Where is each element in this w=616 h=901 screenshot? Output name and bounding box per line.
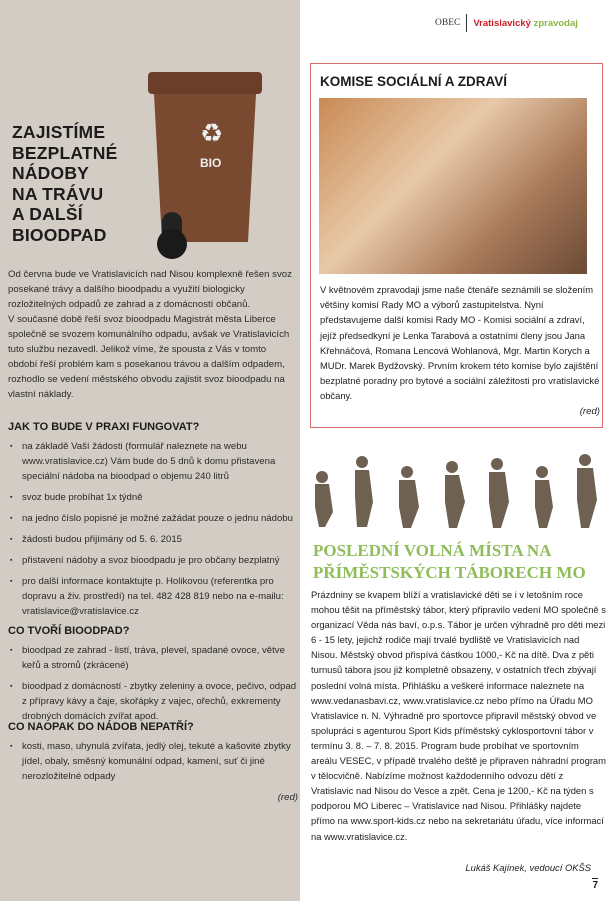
- bioodpad-article: [0, 0, 300, 901]
- children-silhouettes-image: [307, 452, 607, 532]
- section-how: [8, 420, 298, 625]
- section-title: JAK TO BUDE V PRAXI FUNGOVAT?: [8, 421, 200, 433]
- section-not: [8, 720, 298, 805]
- headline-line: NA TRÁVU: [12, 183, 104, 204]
- list-item: ▪ svoz bude probíhat 1x týdně: [8, 490, 298, 505]
- tabory-text: Prázdniny se kvapem blíží a vratislavické děti se i v letošním roce mohou těšit na příměstský tábor, který připravilo vedení MO společně s organizací Věda nás baví, o.p.s. Tábor je určen výhradně pro děti mezi 6 - 15 lety, jejichž rodiče mají trvalé bydliště ve Vratislavicích nad Nisou. Městský obvod přispívá částkou 1000,- Kč na dítě. Dva z pěti turnusů tábora jsou již kompletně obsazeny, v ostatních třech zbývají poslední volná místa. Přihlášku a veškeré informace naleznete na www.vedanasbavi.cz, www.vratislavice.cz nebo přímo na Úřadu MO Vratislavice n. N. Výhradně pro sportovce připravil městský obvod ve spolupráci s agenturou Sport Kids příměstský cyklosportovní tábor v termínu 3. 8. – 7. 8. 2015. Program bude probíhat ve sportovním areálu VESEC, v případě trvalého deště je připraven náhradní program v tělocvičně. Nabízíme možnost každodenního odvozu dětí z Vratislavic nad Nisou do Vesce a zpět. Cena je 1200,- Kč na týden s podporou MO Liberec – Vratislavice nad Nisou. Přihlášky najdete přímo na www.sport-kids.cz nebo na sekretariátu úřadu, více informací na www.vratislavice.cz.: [311, 589, 606, 842]
- paragraph: V současné době řeší svoz bioodpadu Magistrát města Liberce společně se svozem komunálního odpadu, avšak ve Vratislavicích tuto službu nezavedl. Jelikož víme, že spousta z Vás v tomto období řeší problém kam s posekanou trávou a dalším odpadem, rozhodlo se vedení městského obvodu zajistit svoz bioodpadu na vlastní náklady.: [8, 314, 290, 400]
- title-line: POSLEDNÍ VOLNÁ MÍSTA NA: [313, 541, 552, 560]
- list-item: ▪ pro další informace kontaktujte p. Holikovou (referentka pro dopravu a živ. prostředí) na tel. 482 428 819 nebo na e-mailu: vratislavice@vratislavice.cz: [8, 574, 298, 619]
- brown-bio-bin-image: [140, 62, 270, 262]
- masthead-obec: OBEC: [435, 18, 461, 28]
- section-title: CO TVOŘÍ BIOODPAD?: [8, 625, 130, 637]
- article-text: [320, 282, 600, 419]
- paragraph: Od června bude ve Vratislavicích nad Nisou komplexně řešen svoz posekané trávy a dalšího bioodpadu a využití biologicky rozložitelných odpadů ze zahrad a z domácností občanů.: [8, 269, 292, 310]
- headline-line: NÁDOBY: [12, 163, 90, 183]
- section-what: [8, 624, 298, 730]
- list-item: ▪ na základě Vaší žádosti (formulář naleznete na webu www.vratislavice.cz) Vám bude do 5 dnů k domu přistavena speciální nádoba na bioodpad o objemu 240 litrů: [8, 439, 298, 484]
- list-item: ▪ kosti, maso, uhynulá zvířata, jedlý olej, tekuté a kašovité zbytky jídel, obaly, směsný komunální odpad, kamení, suť či jiné nerozložitelné odpady: [8, 739, 298, 784]
- signature: (red): [579, 405, 600, 417]
- headline: [12, 122, 118, 245]
- section-title: CO NAOPAK DO NÁDOB NEPATŘÍ?: [8, 721, 194, 733]
- komise-article: [310, 63, 603, 428]
- headline-line: ZAJISTÍME: [12, 122, 106, 142]
- headline-line: A DALŠÍ: [12, 204, 83, 224]
- headline-line: BIOODPAD: [12, 224, 107, 245]
- intro-text: [8, 267, 298, 402]
- title-line: PŘÍMĚSTSKÝCH TÁBORECH MO: [313, 563, 586, 582]
- masthead-title-red: Vratislavický: [473, 17, 531, 29]
- tabory-title: [313, 540, 586, 584]
- family-photo: [319, 98, 587, 274]
- list-item: ▪ žádosti budou přijímány od 5. 6. 2015: [8, 532, 298, 547]
- masthead-title-green: zpravodaj: [533, 17, 578, 29]
- paragraph: V květnovém zpravodaji jsme naše čtenáře seznámili se složením většiny komisí Rady MO a výborů zastupitelstva. Nyní představujeme další komisi Rady MO - Komisi sociální a zdraví, jejíž předsedkyní je Lenka Tarabová a ostatními členy jsou Jana Křehnáčová, Romana Lencová Wohlanová, Mgr. Martin Korych a MUDr. Marek Bydžovský. Prvním krokem této komise bylo zajištění bezplatné poradny pro bytové a sociální záležitosti pro vratislavické občany.: [320, 284, 600, 402]
- page-number: 7: [592, 880, 598, 891]
- author: Lukáš Kajínek, vedoucí OKŠS: [465, 862, 591, 873]
- masthead: [435, 14, 578, 32]
- list-item: ▪ bioodpad z domácností - zbytky zeleniny a ovoce, pečivo, odpad z přípravy kávy a čaje, skořápky z vajec, ořechů, exkrementy drobných domácích zvířat apod.: [8, 679, 298, 724]
- bin-label: BIO: [200, 156, 222, 170]
- article-title: KOMISE SOCIÁLNÍ A ZDRAVÍ: [320, 74, 508, 89]
- list-item: ▪ na jedno číslo popisné je možné zažádat pouze o jednu nádobu: [8, 511, 298, 526]
- list-item: ▪ přistavení nádoby a svoz bioodpadu je pro občany bezplatný: [8, 553, 298, 568]
- recycle-icon: ♻: [200, 118, 224, 148]
- list-item: ▪ bioodpad ze zahrad - listí, tráva, plevel, spadané ovoce, větve keřů a stromů (zkrácené): [8, 643, 298, 673]
- divider: [466, 14, 467, 32]
- signature: (red): [277, 792, 298, 803]
- headline-line: BEZPLATNÉ: [12, 142, 118, 163]
